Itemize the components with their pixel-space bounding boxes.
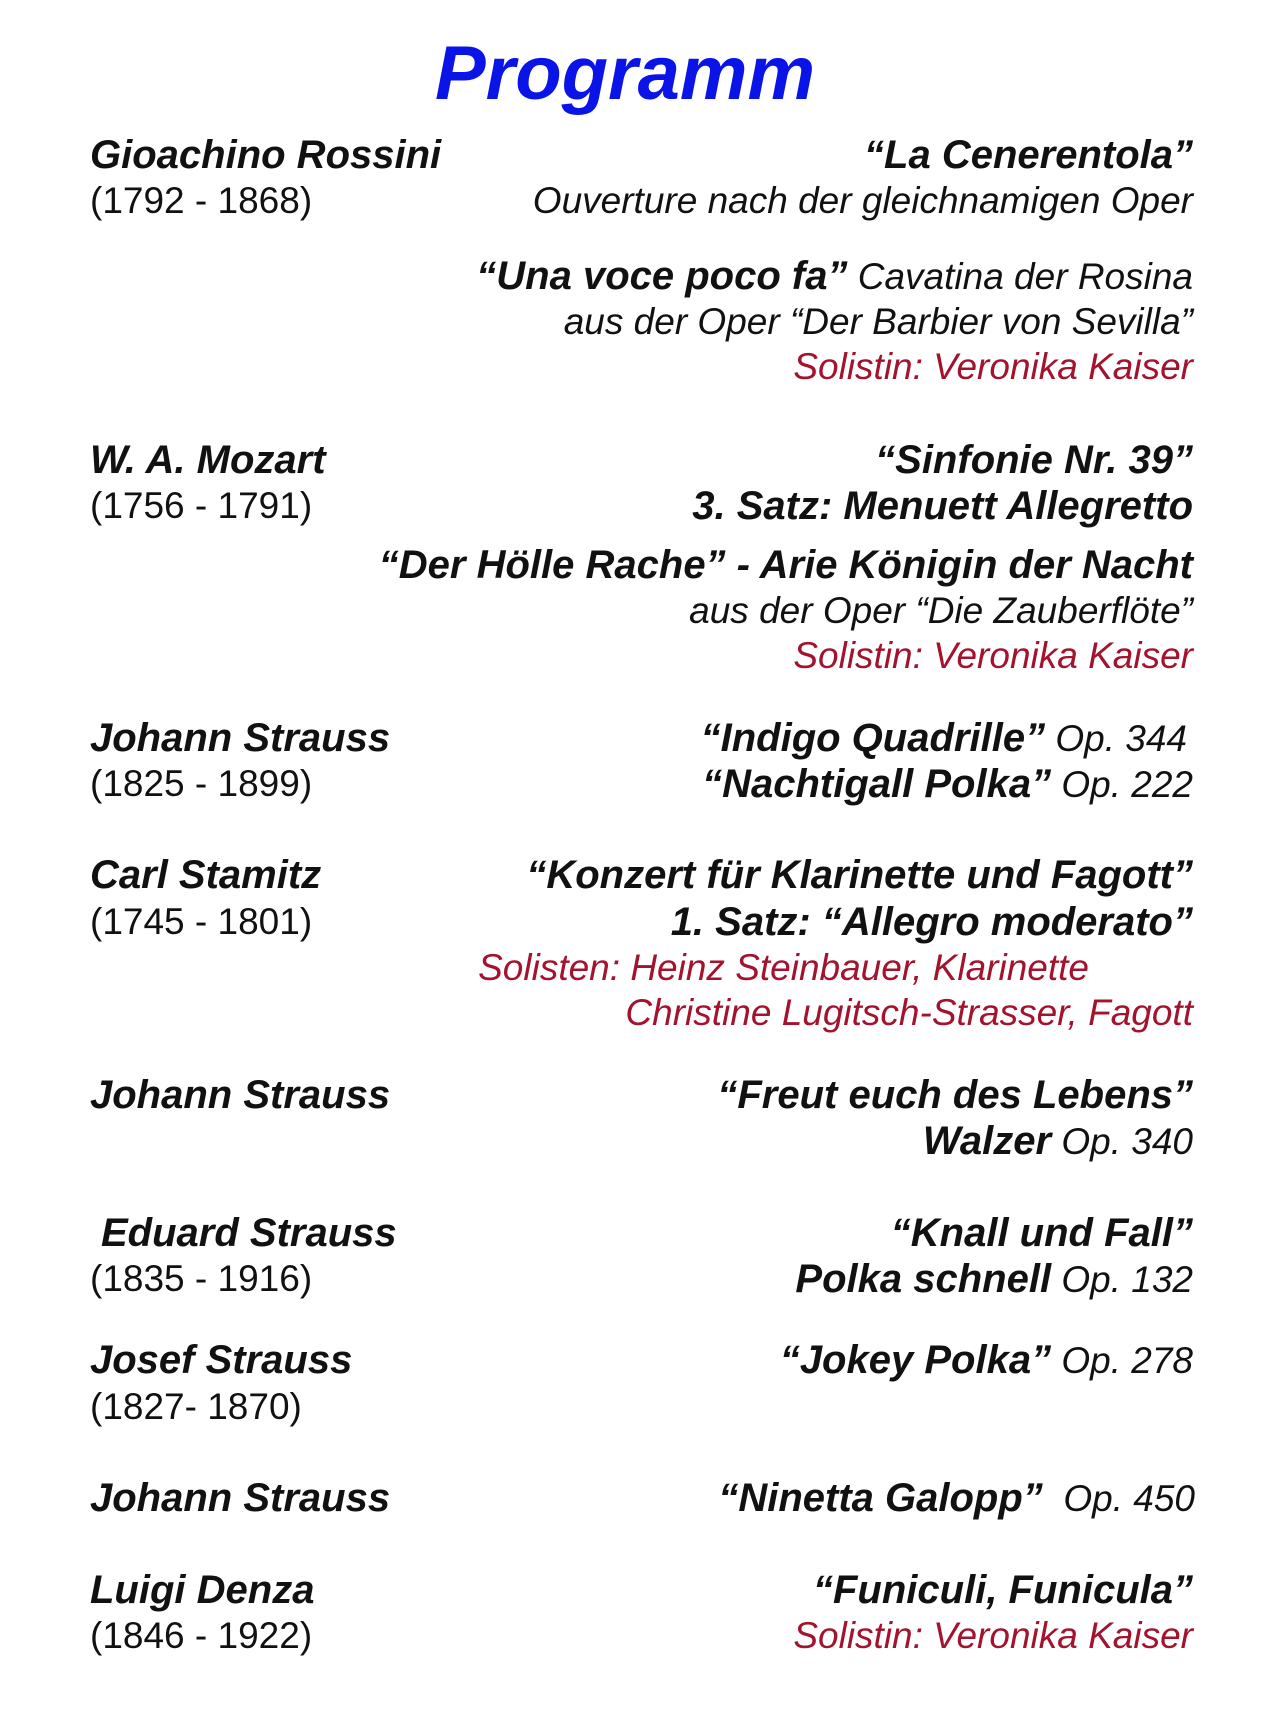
work-detail: Op. 340 xyxy=(1051,1121,1193,1162)
life-dates: (1756 - 1791) xyxy=(90,485,313,526)
life-dates: (1792 - 1868) xyxy=(90,180,313,221)
work-title: “Freut euch des Lebens” xyxy=(717,1073,1193,1117)
program-line xyxy=(793,634,1193,678)
page-title: Programm xyxy=(434,31,816,116)
work-detail: aus der Oper “Die Zauberflöte” xyxy=(689,590,1193,631)
soloist-text: Solistin: Veronika Kaiser xyxy=(793,635,1193,676)
composer-line xyxy=(90,179,312,223)
program-line xyxy=(564,300,1193,344)
composer-line xyxy=(90,1338,352,1382)
work-title: “Jokey Polka” xyxy=(779,1338,1052,1382)
work-detail: Op. 278 xyxy=(1051,1340,1193,1381)
program-line xyxy=(671,900,1193,944)
life-dates: (1825 - 1899) xyxy=(90,763,313,804)
composer-name: Gioachino Rossini xyxy=(90,133,442,177)
composer-name: Johann Strauss xyxy=(90,716,391,760)
program-line xyxy=(379,543,1193,587)
work-detail: Op. 222 xyxy=(1051,764,1193,805)
composer-line xyxy=(90,1476,390,1520)
work-title: “Sinfonie Nr. 39” xyxy=(875,438,1193,482)
soloist-text: Solistin: Veronika Kaiser xyxy=(793,346,1193,387)
program-line xyxy=(864,133,1193,177)
work-detail: Cavatina der Rosina xyxy=(847,256,1193,297)
work-title: “Der Hölle Rache” - Arie Königin der Nacht xyxy=(378,543,1193,587)
soloist-text: Solisten: Heinz Steinbauer, Klarinette xyxy=(478,947,1089,988)
soloist-text: Solistin: Veronika Kaiser xyxy=(793,1615,1193,1656)
program-line xyxy=(780,1338,1193,1382)
program-line xyxy=(718,1476,1195,1520)
life-dates: (1846 - 1922) xyxy=(90,1615,313,1656)
program-line xyxy=(795,1257,1193,1301)
work-title: “Knall und Fall” xyxy=(890,1211,1193,1255)
composer-line xyxy=(90,716,390,760)
program-line xyxy=(701,716,1187,760)
program-line xyxy=(793,345,1193,389)
composer-line xyxy=(90,1257,312,1301)
program-line xyxy=(625,991,1193,1035)
work-title: “Indigo Quadrille” xyxy=(700,716,1046,760)
program-line xyxy=(875,438,1193,482)
work-title: “Funiculi, Funicula” xyxy=(813,1568,1193,1612)
program-line xyxy=(923,1119,1193,1163)
work-title: Polka schnell xyxy=(795,1257,1052,1301)
life-dates: (1745 - 1801) xyxy=(90,901,313,942)
program-line xyxy=(813,1568,1193,1612)
composer-line xyxy=(90,1614,312,1658)
composer-name: Luigi Denza xyxy=(90,1568,315,1612)
work-detail: Op. 132 xyxy=(1051,1259,1193,1300)
life-dates: (1835 - 1916) xyxy=(90,1258,313,1299)
composer-name: Johann Strauss xyxy=(90,1073,391,1117)
composer-line xyxy=(90,1385,302,1429)
program-line xyxy=(478,946,1089,990)
soloist-text: Christine Lugitsch-Strasser, Fagott xyxy=(625,992,1193,1033)
work-title: “La Cenerentola” xyxy=(864,133,1193,177)
work-title: 1. Satz: “Allegro moderato” xyxy=(670,900,1193,944)
work-detail: Op. 344 xyxy=(1045,718,1187,759)
program-line xyxy=(533,179,1193,223)
work-title: “Una voce poco fa” xyxy=(476,254,848,298)
composer-line xyxy=(90,1568,314,1612)
program-line xyxy=(702,762,1193,806)
composer-line xyxy=(90,853,321,897)
composer-name: Josef Strauss xyxy=(90,1338,353,1382)
composer-line xyxy=(90,762,312,806)
life-dates: (1827- 1870) xyxy=(90,1386,302,1427)
composer-line xyxy=(90,438,326,482)
work-detail: aus der Oper “Der Barbier von Sevilla” xyxy=(563,301,1193,342)
program-line xyxy=(891,1211,1193,1255)
work-title: “Nachtigall Polka” xyxy=(702,762,1052,806)
work-detail: Op. 450 xyxy=(1042,1478,1195,1519)
program-line xyxy=(526,853,1193,897)
program-line xyxy=(692,484,1193,528)
composer-name: Johann Strauss xyxy=(90,1476,391,1520)
composer-name: Eduard Strauss xyxy=(101,1211,397,1255)
work-title: “Konzert für Klarinette und Fagott” xyxy=(526,853,1193,897)
composer-line xyxy=(90,900,312,944)
work-title: 3. Satz: Menuett Allegretto xyxy=(692,484,1193,528)
program-line xyxy=(793,1614,1193,1658)
composer-line xyxy=(90,1073,390,1117)
work-title: “Ninetta Galopp” xyxy=(718,1476,1043,1520)
composer-line xyxy=(101,1211,397,1255)
program-line xyxy=(689,589,1193,633)
composer-line xyxy=(90,484,312,528)
work-detail: Ouverture nach der gleichnamigen Oper xyxy=(532,180,1193,221)
work-title: Walzer xyxy=(922,1119,1052,1163)
program-line xyxy=(717,1073,1193,1117)
program-line xyxy=(476,254,1193,298)
composer-name: Carl Stamitz xyxy=(90,853,322,897)
composer-name: W. A. Mozart xyxy=(90,438,326,482)
composer-line xyxy=(90,133,441,177)
